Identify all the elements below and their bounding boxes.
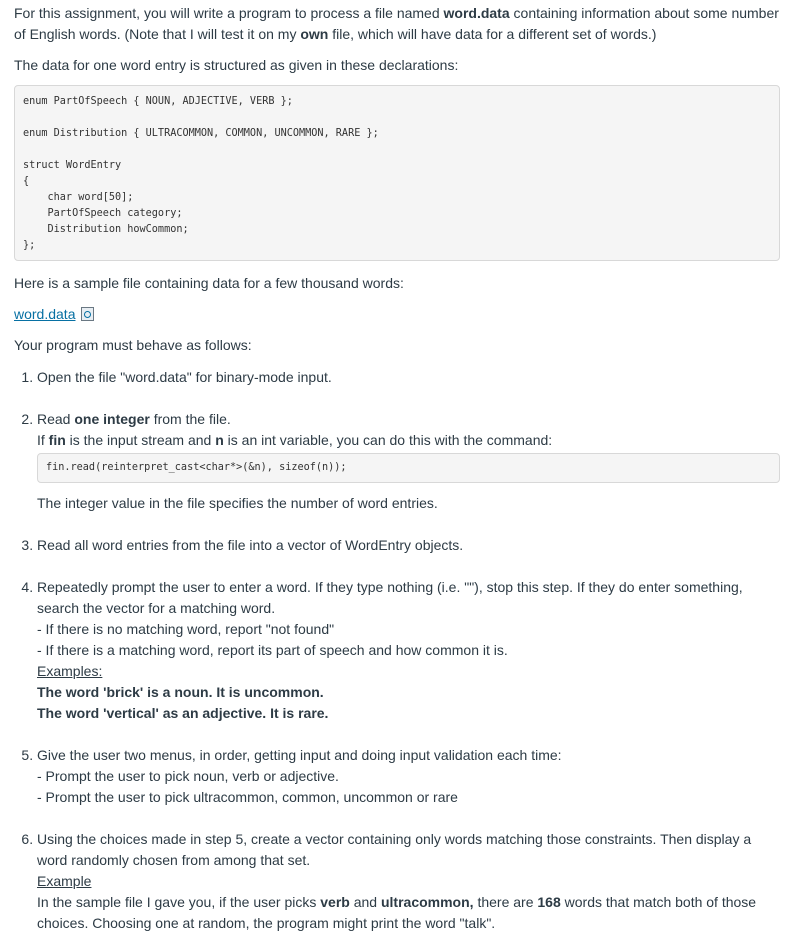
step-1 — [37, 367, 780, 388]
step-6-ex-text-3: there are — [473, 894, 538, 910]
step-6-verb: verb — [320, 894, 350, 910]
intro-text-2: containing information about some number of English words. (Note that I will test it on my — [14, 5, 779, 42]
step-2-text-4: is the input stream and — [65, 432, 216, 448]
step-2-n: n — [215, 432, 224, 448]
word-data-link[interactable]: word.data — [14, 306, 76, 322]
step-5-menu-1: - Prompt the user to pick noun, verb or adjective. — [37, 768, 339, 784]
step-2-line-1 — [37, 409, 780, 430]
file-link-row — [14, 304, 780, 325]
code-line: enum PartOfSpeech { NOUN, ADJECTIVE, VERB }; — [23, 96, 293, 107]
code-line: { — [23, 176, 30, 187]
code-line: enum Distribution { ULTRACOMMON, COMMON, UNCOMMON, RARE }; — [23, 128, 379, 139]
step-2-fin: fin — [48, 432, 66, 448]
step-6-text: 6. Using the choices made in step 5, create a vector containing only words matching those constraints. Then display a word randomly chosen from among that set. — [37, 831, 752, 868]
step-6-example — [37, 892, 780, 934]
step-2 — [37, 409, 780, 514]
code-line: PartOfSpeech category; — [23, 208, 183, 219]
behave-paragraph: Your program must behave as follows: — [14, 337, 252, 353]
step-4 — [37, 577, 780, 724]
step-5 — [37, 745, 780, 808]
code-line: }; — [23, 240, 36, 251]
step-2-after: The integer value in the file specifies the number of word entries. — [37, 495, 438, 511]
step-3 — [37, 535, 780, 556]
intro-own: own — [300, 26, 329, 42]
step-6-ultracommon: ultracommon, — [380, 894, 474, 910]
step-4-example-1: The word 'brick' is a noun. It is uncommon. — [37, 684, 324, 700]
step-6-ex-text-4: words that match both of those choices. Choosing one at random, the program might print the word "talk". — [37, 894, 757, 931]
step-2-text-5: is an int variable, you can do this with the command: — [223, 432, 553, 448]
step-6-ex-text-2: and — [349, 894, 381, 910]
step-4-text: 4. Repeatedly prompt the user to enter a word. If they type nothing (i.e. ""), stop this step. If they do enter something, search the vector for a matching word. — [37, 579, 743, 616]
intro-filename: word.data — [443, 5, 510, 21]
step-2-text-2: from the file. — [149, 411, 231, 427]
step-2-text-3: If — [37, 432, 49, 448]
declarations-code-block — [14, 85, 780, 261]
intro-text: For this assignment, you will write a program to process a file named — [14, 5, 444, 21]
step-4-examples-heading: Examples: — [37, 663, 103, 679]
step-5-menu-2: - Prompt the user to pick ultracommon, common, uncommon or rare — [37, 789, 458, 805]
code-line: struct WordEntry — [23, 160, 122, 171]
sample-paragraph: Here is a sample file containing data for a few thousand words: — [14, 275, 404, 291]
step-6 — [37, 829, 780, 934]
step-5-text: 5. Give the user two menus, in order, getting input and doing input validation each time: — [37, 747, 562, 763]
step-4-match: - If there is a matching word, report its part of speech and how common it is. — [37, 642, 508, 658]
code-line: char word[50]; — [23, 192, 134, 203]
step-2-line-2 — [37, 430, 780, 451]
code-blank-line — [23, 110, 771, 126]
step-6-example-heading: Example — [37, 873, 92, 889]
intro-paragraph — [14, 3, 780, 45]
code-blank-line — [23, 142, 771, 158]
step-1-text: Open the file "word.data" for binary-mode input. — [37, 369, 332, 385]
read-command-code: fin.read(reinterpret_cast<char*>(&n), sizeof(n)); — [37, 453, 780, 483]
intro-text-3: file, which will have data for a different set of words.) — [328, 26, 657, 42]
step-3-text: Read all word entries from the file into a vector of WordEntry objects. — [37, 537, 464, 553]
step-2-text: Read — [37, 411, 75, 427]
step-6-count: 168 — [537, 894, 561, 910]
code-line: Distribution howCommon; — [23, 224, 189, 235]
step-6-ex-text: In the sample file I gave you, if the user picks — [37, 894, 321, 910]
step-4-example-2: The word 'vertical' as an adjective. It is rare. — [37, 705, 329, 721]
steps-list — [14, 367, 780, 934]
structure-paragraph: The data for one word entry is structured as given in these declarations: — [14, 57, 459, 73]
step-2-bold: one integer — [74, 411, 150, 427]
step-4-not-found: - If there is no matching word, report "not found" — [37, 621, 335, 637]
preview-icon[interactable] — [81, 307, 94, 321]
